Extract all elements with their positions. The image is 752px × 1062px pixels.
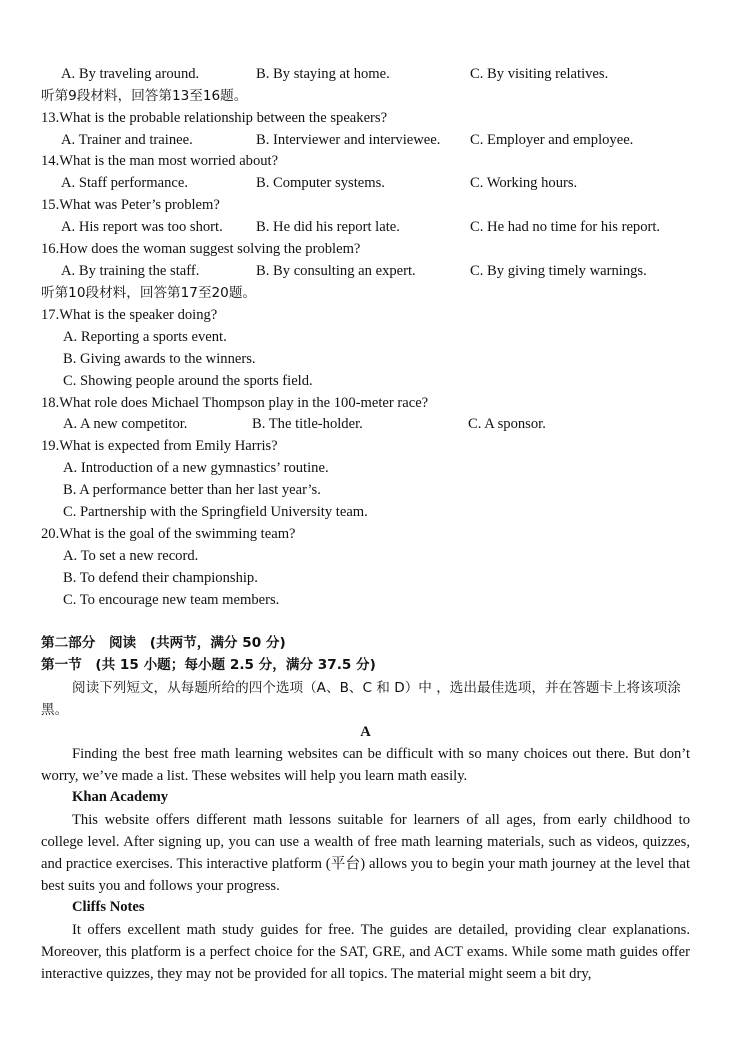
question-17: 17.What is the speaker doing? [41, 307, 218, 323]
section-1-heading: 第一节 (共 15 小题；每小题 2.5 分，满分 37.5 分) [41, 657, 376, 673]
q14-option-c: C. Working hours. [470, 175, 578, 191]
part-2-heading: 第二部分 阅读 (共两节，满分 50 分) [41, 635, 286, 651]
section-10-instruction: 听第10段材料，回答第17至20题。 [41, 285, 257, 301]
question-16: 16.How does the woman suggest solving the problem? [41, 241, 361, 257]
q20-option-c: C. To encourage new team members. [63, 592, 280, 608]
q18-option-a: A. A new competitor. [63, 416, 188, 432]
question-20: 20.What is the goal of the swimming team? [41, 526, 296, 542]
q19-option-a: A. Introduction of a new gymnastics’ routine. [63, 460, 329, 476]
q13-option-a: A. Trainer and trainee. [61, 132, 193, 148]
q16-option-b: B. By consulting an expert. [256, 263, 416, 279]
q15-option-a: A. His report was too short. [61, 219, 223, 235]
q13-option-c: C. Employer and employee. [470, 132, 634, 148]
q18-option-c: C. A sponsor. [468, 416, 546, 432]
q16-option-a: A. By training the staff. [61, 263, 200, 279]
q14-option-a: A. Staff performance. [61, 175, 188, 191]
q18-option-b: B. The title-holder. [252, 416, 363, 432]
reading-instructions: 阅读下列短文，从每题所给的四个选项（A、B、C 和 D）中 ，选出最佳选项，并在答题卡上将该项涂黑。 [41, 680, 681, 718]
q17-option-b: B. Giving awards to the winners. [63, 351, 256, 367]
q20-option-a: A. To set a new record. [63, 548, 199, 564]
question-19: 19.What is expected from Emily Harris? [41, 438, 278, 454]
site-2-description: It offers excellent math study guides for free. The guides are detailed, providing clear explanations. Moreover, this platform is a perfect choice for the SAT, GRE, and ACT exams. While some math guides offer interactive quizzes, they may not be provided for all topics. The material might seem a bit dry, [41, 922, 690, 982]
question-13: 13.What is the probable relationship between the speakers? [41, 110, 388, 126]
q15-option-b: B. He did his report late. [256, 219, 400, 235]
question-15: 15.What was Peter’s problem? [41, 197, 220, 213]
q16-option-c: C. By giving timely warnings. [470, 263, 647, 279]
q17-option-c: C. Showing people around the sports field. [63, 373, 313, 389]
q15-option-c: C. He had no time for his report. [470, 219, 661, 235]
site-2-title: Cliffs Notes [72, 899, 145, 915]
section-9-instruction: 听第9段材料，回答第13至16题。 [41, 88, 248, 104]
q12-option-c: C. By visiting relatives. [470, 66, 609, 82]
passage-intro: Finding the best free math learning websites can be difficult with so many choices out there. But don’t worry, we’ve made a list. These websites will help you learn math easily. [41, 746, 690, 784]
q20-option-b: B. To defend their championship. [63, 570, 258, 586]
site-1-description: This website offers different math lessons suitable for learners of all ages, from early childhood to college level. After signing up, you can use a wealth of free math learning materials, such as videos, quizzes, and practice exercises. This interactive platform (平台) allows you to begin your math journey at the level that best suits you and follows your progress. [41, 812, 690, 894]
site-1-title: Khan Academy [72, 789, 169, 805]
question-18: 18.What role does Michael Thompson play in the 100-meter race? [41, 395, 429, 411]
q13-option-b: B. Interviewer and interviewee. [256, 132, 441, 148]
q19-option-c: C. Partnership with the Springfield University team. [63, 504, 368, 520]
q19-option-b: B. A performance better than her last year’s. [63, 482, 321, 498]
q17-option-a: A. Reporting a sports event. [63, 329, 227, 345]
q12-option-b: B. By staying at home. [256, 66, 390, 82]
q14-option-b: B. Computer systems. [256, 175, 385, 191]
q12-option-a: A. By traveling around. [61, 66, 200, 82]
passage-label: A [360, 724, 371, 740]
question-14: 14.What is the man most worried about? [41, 153, 279, 169]
